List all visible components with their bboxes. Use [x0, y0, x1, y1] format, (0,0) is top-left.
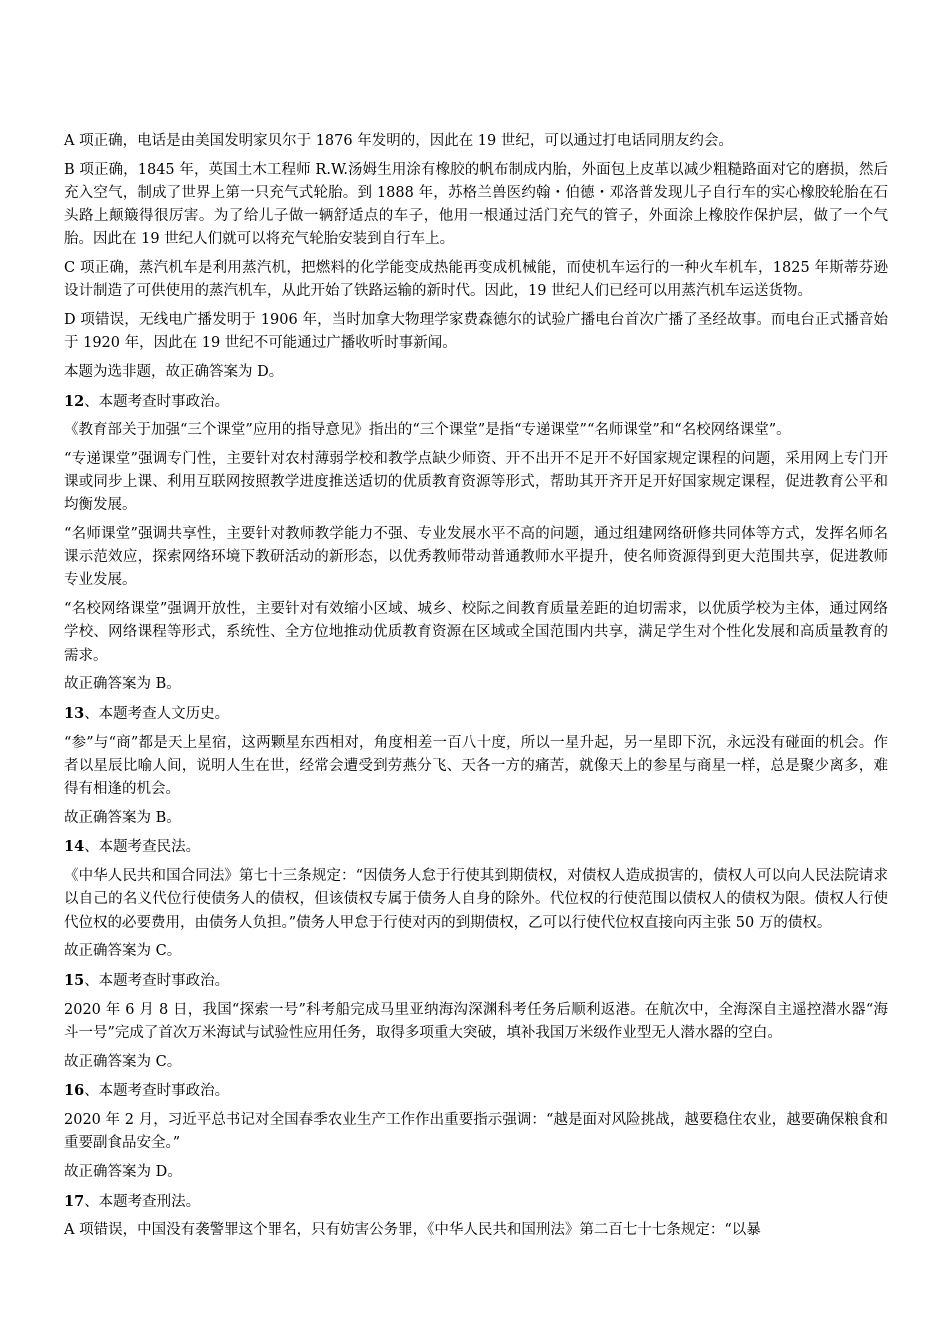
- question-topic: 、本题考查人文历史。: [84, 705, 230, 722]
- paragraph: 2020 年 2 月，习近平总书记对全国春季农业生产工作作出重要指示强调：“越是面对风险挑战，越要稳住农业，越要确保粮食和重要副食品安全。”: [64, 1112, 888, 1152]
- paragraph: C 项正确，蒸汽机车是利用蒸汽机，把燃料的化学能变成热能再变成机械能，而使机车运行的一种火车机车，1825 年斯蒂芬逊设计制造了可供使用的蒸汽机车，从此开始了铁路运输的新时代。因此，19 世纪人们已经可以用蒸汽机车运送货物。: [64, 260, 888, 300]
- paragraph: D 项错误，无线电广播发明于 1906 年，当时加拿大物理学家费森德尔的试验广播电台首次广播了圣经故事。而电台正式播音始于 1920 年，因此在 19 世纪不可能通过广播收听时事新闻。: [64, 311, 888, 352]
- question-number: 15: [64, 972, 85, 989]
- paragraph: A 项错误，中国没有袭警罪这个罪名，只有妨害公务罪，《中华人民共和国刑法》第二百七十七条规定：“以暴: [64, 1222, 761, 1239]
- paragraph: “名校网络课堂”强调开放性，主要针对有效缩小区域、城乡、校际之间教育质量差距的迫切需求，以优质学校为主体，通过网络学校、网络课程等形式，系统性、全方位地推动优质教育资源在区域或全国范围内共享，满足学生对个性化发展和高质量教育的需求。: [64, 601, 888, 664]
- paragraph: B 项正确，1845 年，英国土木工程师 R.W.汤姆生用涂有橡胶的帆布制成内胎，外面包上皮革以减少粗糙路面对它的磨损，然后充入空气，制成了世界上第一只充气式轮胎。到 1888 年，苏格兰兽医约翰・伯德・邓洛普发现儿子自行车的实心橡胶轮胎在石头路上颠簸得很厉害。为了给儿子做一辆舒适点的车子，他用一根通过活门充气的管子，外面涂上橡胶作保护层，做了一个气胎。因此在 19 世纪人们就可以将充气轮胎安装到自行车上。: [64, 161, 888, 248]
- question-heading: [64, 702, 888, 726]
- paragraph: 《教育部关于加强“三个课堂”应用的指导意见》指出的“三个课堂”是指“专递课堂”“名师课堂”和“名校网络课堂”。: [64, 422, 791, 439]
- paragraph: “名师课堂”强调共享性，主要针对教师教学能力不强、专业发展水平不高的问题，通过组建网络研修共同体等方式，发挥名师名课示范效应，探索网络环境下教研活动的新形态，以优秀教师带动普通教师水平提升，使名师资源得到更大范围共享，促进教师专业发展。: [64, 526, 888, 589]
- question-number: 13: [64, 704, 85, 722]
- paragraph: 本题为选非题，故正确答案为 D。: [64, 363, 284, 380]
- paragraph: A 项正确，电话是由美国发明家贝尔于 1876 年发明的，因此在 19 世纪，可以通过打电话同朋友约会。: [64, 133, 733, 149]
- question-topic: 、本题考查时事政治。: [84, 393, 230, 410]
- answer-line: 故正确答案为 B。: [64, 676, 181, 693]
- question-number: 17: [64, 1192, 85, 1210]
- answer-line: 故正确答案为 C。: [64, 1053, 182, 1070]
- question-topic: 、本题考查时事政治。: [84, 973, 230, 989]
- question-topic: 、本题考查时事政治。: [84, 1083, 230, 1100]
- question-topic: 、本题考查刑法。: [84, 1193, 201, 1210]
- question-heading: [64, 969, 888, 993]
- answer-line: 故正确答案为 D。: [64, 1163, 182, 1180]
- question-number: 12: [64, 392, 85, 410]
- answer-line: 故正确答案为 C。: [64, 943, 182, 960]
- paragraph: “参”与“商”都是天上星宿，这两颗星东西相对，角度相差一百八十度，所以一星升起，另一星即下沉，永远没有碰面的机会。作者以星辰比喻人间，说明人生在世，经常会遭受到劳燕分飞、天各一方的痛苦，就像天上的参星与商星一样，总是聚少离多，难得有相逢的机会。: [64, 734, 888, 798]
- question-heading: [64, 390, 888, 414]
- paragraph: 2020 年 6 月 8 日，我国“探索一号”科考船完成马里亚纳海沟深渊科考任务后顺利返港。在航次中，全海深自主遥控潜水器“海斗一号”完成了首次万米海试与试验性应用任务，取得多项重大突破，填补我国万米级作业型无人潜水器的空白。: [64, 1001, 888, 1041]
- paragraph: 《中华人民共和国合同法》第七十三条规定：“因债务人怠于行使其到期债权，对债权人造成损害的，债权人可以向人民法院请求以自己的名义代位行使债务人的债权，但该债权专属于债务人自身的除外。代位权的行使范围以债权人的债权为限。债权人行使代位权的必要费用，由债务人负担。”债务人甲怠于行使对丙的到期债权，乙可以行使代位权直接向丙主张 50 万的债权。: [64, 868, 888, 931]
- answer-explanations: [64, 130, 888, 1248]
- question-number: 16: [64, 1082, 85, 1100]
- question-heading: [64, 1190, 888, 1214]
- question-number: 14: [64, 838, 85, 856]
- question-topic: 、本题考查民法。: [84, 839, 201, 856]
- question-heading: [64, 1079, 888, 1103]
- answer-line: 故正确答案为 B。: [64, 809, 181, 826]
- question-heading: [64, 835, 888, 859]
- paragraph: “专递课堂”强调专门性，主要针对农村薄弱学校和教学点缺少师资、开不出开不足开不好国家规定课程的问题，采用网上专门开课或同步上课、利用互联网按照教学进度推送适切的优质教育资源等形式，帮助其开齐开足开好国家规定课程，促进教育公平和均衡发展。: [64, 450, 888, 514]
